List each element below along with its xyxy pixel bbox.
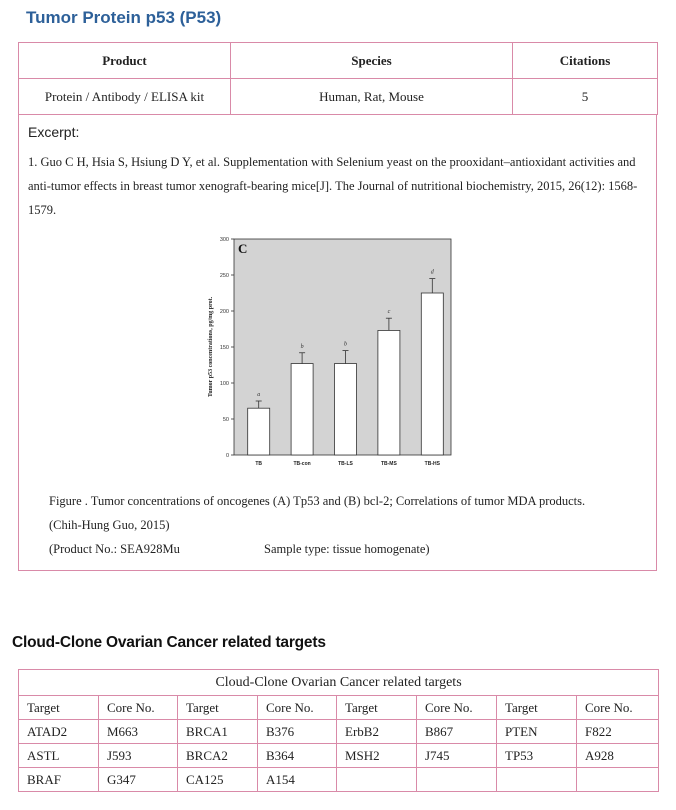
- targets-table-caption: Cloud-Clone Ovarian Cancer related targets: [19, 670, 659, 696]
- header-core-no: Core No.: [258, 696, 337, 720]
- product-table: [18, 42, 658, 115]
- header-target: Target: [497, 696, 577, 720]
- header-core-no: Core No.: [577, 696, 659, 720]
- core-no-cell: [577, 768, 659, 792]
- target-cell: ErbB2: [337, 720, 417, 744]
- y-tick-label: 300: [219, 237, 229, 243]
- target-cell: TP53: [497, 744, 577, 768]
- product-table-header: [19, 43, 658, 79]
- significance-label: c: [387, 309, 391, 316]
- bar: [421, 293, 443, 455]
- y-tick-label: 50: [222, 417, 229, 423]
- y-tick-label: 250: [219, 273, 229, 279]
- x-tick-label: TB-LS: [338, 461, 353, 467]
- x-tick-label: TB: [255, 461, 263, 467]
- targets-section-title: Cloud-Clone Ovarian Cancer related targets: [12, 634, 326, 651]
- core-no-cell: A154: [258, 768, 337, 792]
- target-cell: BRCA2: [178, 744, 258, 768]
- excerpt-label: Excerpt:: [28, 124, 80, 140]
- table-row: [19, 768, 659, 792]
- core-no-cell: B867: [417, 720, 497, 744]
- panel-label: C: [238, 241, 248, 256]
- x-tick-label: TB-HS: [424, 461, 440, 467]
- y-axis-label: Tumor p53 concentrations, pg/mg prot.: [208, 296, 214, 398]
- figure-chart: [179, 237, 484, 473]
- x-tick-label: TB-MS: [380, 461, 397, 467]
- header-product: Product: [19, 43, 231, 79]
- cell-citations: 5: [513, 79, 658, 115]
- significance-label: b: [300, 343, 304, 350]
- header-core-no: Core No.: [99, 696, 178, 720]
- target-cell: BRCA1: [178, 720, 258, 744]
- y-tick-label: 100: [219, 381, 229, 387]
- significance-label: d: [430, 269, 434, 276]
- significance-label: a: [257, 392, 261, 398]
- bar: [335, 364, 357, 455]
- header-species: Species: [231, 43, 513, 79]
- header-target: Target: [337, 696, 417, 720]
- cell-species: Human, Rat, Mouse: [231, 79, 513, 115]
- core-no-cell: A928: [577, 744, 659, 768]
- target-cell: [337, 768, 417, 792]
- target-cell: PTEN: [497, 720, 577, 744]
- core-no-cell: F822: [577, 720, 659, 744]
- product-number: (Product No.: SEA928Mu: [49, 542, 180, 556]
- core-no-cell: J745: [417, 744, 497, 768]
- targets-table-header: [19, 696, 659, 720]
- header-target: Target: [178, 696, 258, 720]
- bar: [378, 330, 400, 455]
- core-no-cell: J593: [99, 744, 178, 768]
- target-cell: BRAF: [19, 768, 99, 792]
- y-tick-label: 150: [219, 345, 229, 351]
- bar: [248, 408, 270, 455]
- sample-type: Sample type: tissue homogenate): [264, 542, 430, 556]
- cell-product: Protein / Antibody / ELISA kit: [19, 79, 231, 115]
- figure-caption: Figure . Tumor concentrations of oncogenes (A) Tp53 and (B) bcl-2; Correlations of tumor MDA products.: [49, 494, 586, 508]
- significance-label: b: [344, 341, 347, 348]
- core-no-cell: M663: [99, 720, 178, 744]
- target-cell: ATAD2: [19, 720, 99, 744]
- y-tick-label: 200: [219, 309, 229, 315]
- core-no-cell: G347: [99, 768, 178, 792]
- reference-text: 1. Guo C H, Hsia S, Hsiung D Y, et al. Supplementation with Selenium yeast on the prooxidant–antioxidant activities and anti-tumor effects in breast tumor xenograft-bearing mice[J]. The Journal of nutritional biochemistry, 2015, 26(12): 1568-1579.: [28, 155, 638, 217]
- target-cell: CA125: [178, 768, 258, 792]
- core-no-cell: [417, 768, 497, 792]
- core-no-cell: B376: [258, 720, 337, 744]
- x-tick-label: TB-con: [293, 461, 311, 467]
- targets-table-caption-row: [19, 670, 659, 696]
- product-section-title: Tumor Protein p53 (P53): [26, 8, 222, 27]
- product-table-row: [19, 79, 658, 115]
- header-core-no: Core No.: [417, 696, 497, 720]
- target-cell: ASTL: [19, 744, 99, 768]
- y-tick-label: 0: [225, 453, 229, 459]
- table-row: [19, 744, 659, 768]
- bar: [291, 364, 313, 455]
- target-cell: MSH2: [337, 744, 417, 768]
- target-cell: [497, 768, 577, 792]
- excerpt-box: [18, 114, 657, 571]
- header-target: Target: [19, 696, 99, 720]
- figure-author: (Chih-Hung Guo, 2015): [49, 518, 170, 532]
- header-citations: Citations: [513, 43, 658, 79]
- targets-table: [18, 669, 659, 792]
- core-no-cell: B364: [258, 744, 337, 768]
- table-row: [19, 720, 659, 744]
